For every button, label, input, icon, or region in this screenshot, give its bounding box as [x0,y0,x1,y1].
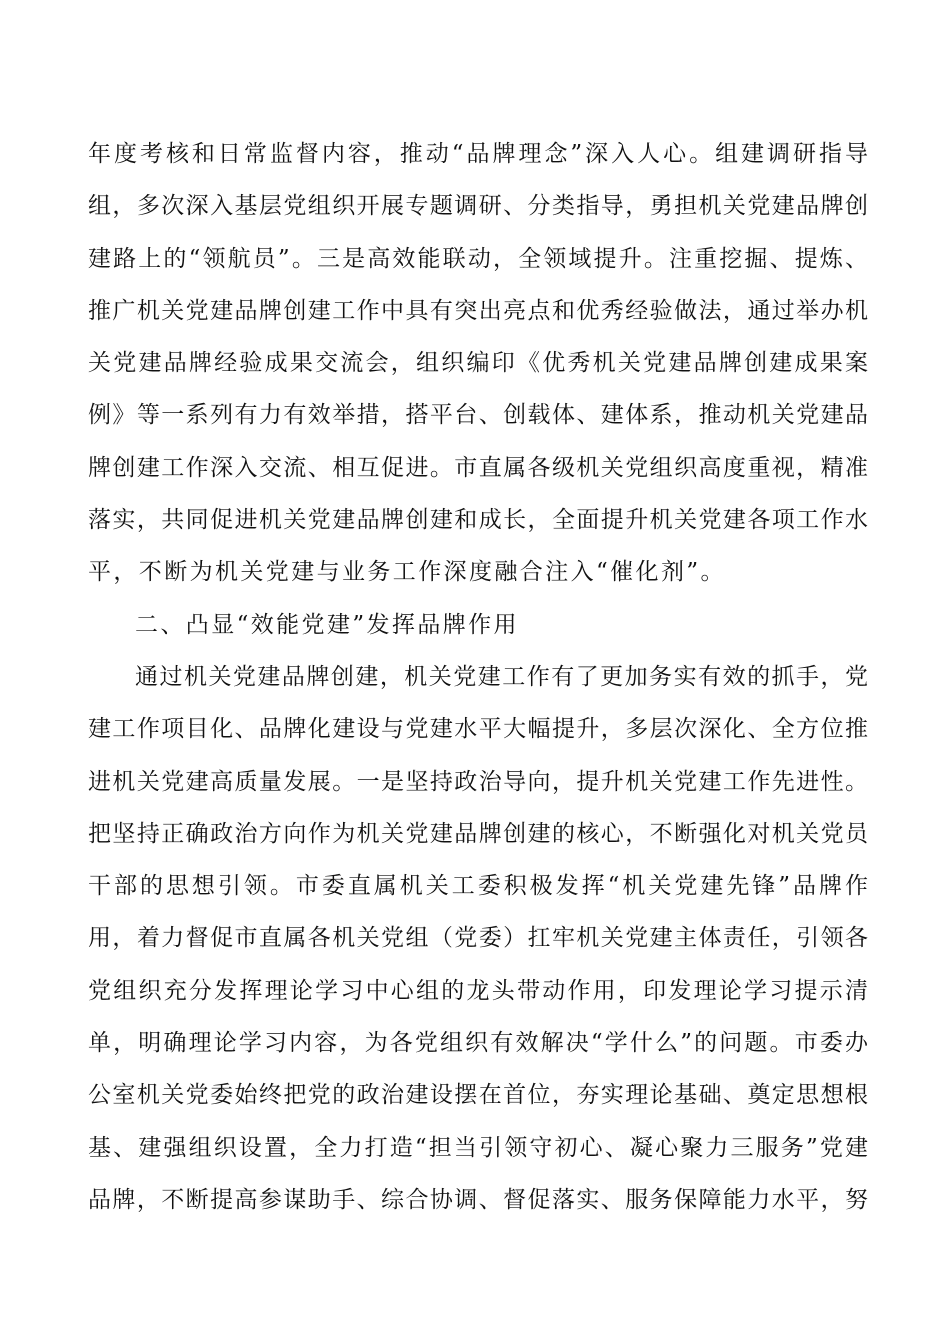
paragraph-line: 进机关党建高质量发展。一是坚持政治导向，提升机关党建工作先进性。 [88,768,868,795]
paragraph-line: 例》等一系列有力有效举措，搭平台、创载体、建体系，推动机关党建品 [88,402,868,429]
paragraph-line: 年度考核和日常监督内容，推动“品牌理念”深入人心。组建调研指导 [88,141,868,167]
paragraph-line: 干部的思想引领。市委直属机关工委积极发挥“机关党建先锋”品牌作 [88,873,868,900]
paragraph-line: 推广机关党建品牌创建工作中具有突出亮点和优秀经验做法，通过举办机 [88,297,868,324]
paragraph-line: 单，明确理论学习内容，为各党组织有效解决“学什么”的问题。市委办 [88,1030,868,1057]
paragraph-line: 用，着力督促市直属各机关党组（党委）扛牢机关党建主体责任，引领各 [88,925,868,952]
paragraph-line: 把坚持正确政治方向作为机关党建品牌创建的核心，不断强化对机关党员 [88,820,868,847]
paragraph-line: 牌创建工作深入交流、相互促进。市直属各级机关党组织高度重视，精准 [88,454,868,481]
paragraph-line: 平，不断为机关党建与业务工作深度融合注入“催化剂”。 [88,559,726,586]
paragraph-line: 建路上的“领航员”。三是高效能联动，全领域提升。注重挖掘、提炼、 [88,245,868,272]
paragraph-line: 关党建品牌经验成果交流会，组织编印《优秀机关党建品牌创建成果案 [88,350,868,377]
paragraph-line: 通过机关党建品牌创建，机关党建工作有了更加务实有效的抓手，党 [135,663,868,690]
paragraph-line: 建工作项目化、品牌化建设与党建水平大幅提升，多层次深化、全方位推 [88,716,868,743]
paragraph-line: 组，多次深入基层党组织开展专题调研、分类指导，勇担机关党建品牌创 [88,193,868,220]
paragraph-line: 公室机关党委始终把党的政治建设摆在首位，夯实理论基础、奠定思想根 [88,1082,868,1109]
paragraph-line: 党组织充分发挥理论学习中心组的龙头带动作用，印发理论学习提示清 [88,977,868,1004]
paragraph-line: 基、建强组织设置，全力打造“担当引领守初心、凝心聚力三服务”党建 [88,1134,868,1161]
paragraph-line: 落实，共同促进机关党建品牌创建和成长，全面提升机关党建各项工作水 [88,507,868,534]
paragraph-line: 品牌，不断提高参谋助手、综合协调、督促落实、服务保障能力水平，努 [88,1186,868,1213]
document-body [88,128,868,1226]
section-heading: 二、凸显“效能党建”发挥品牌作用 [135,611,519,638]
